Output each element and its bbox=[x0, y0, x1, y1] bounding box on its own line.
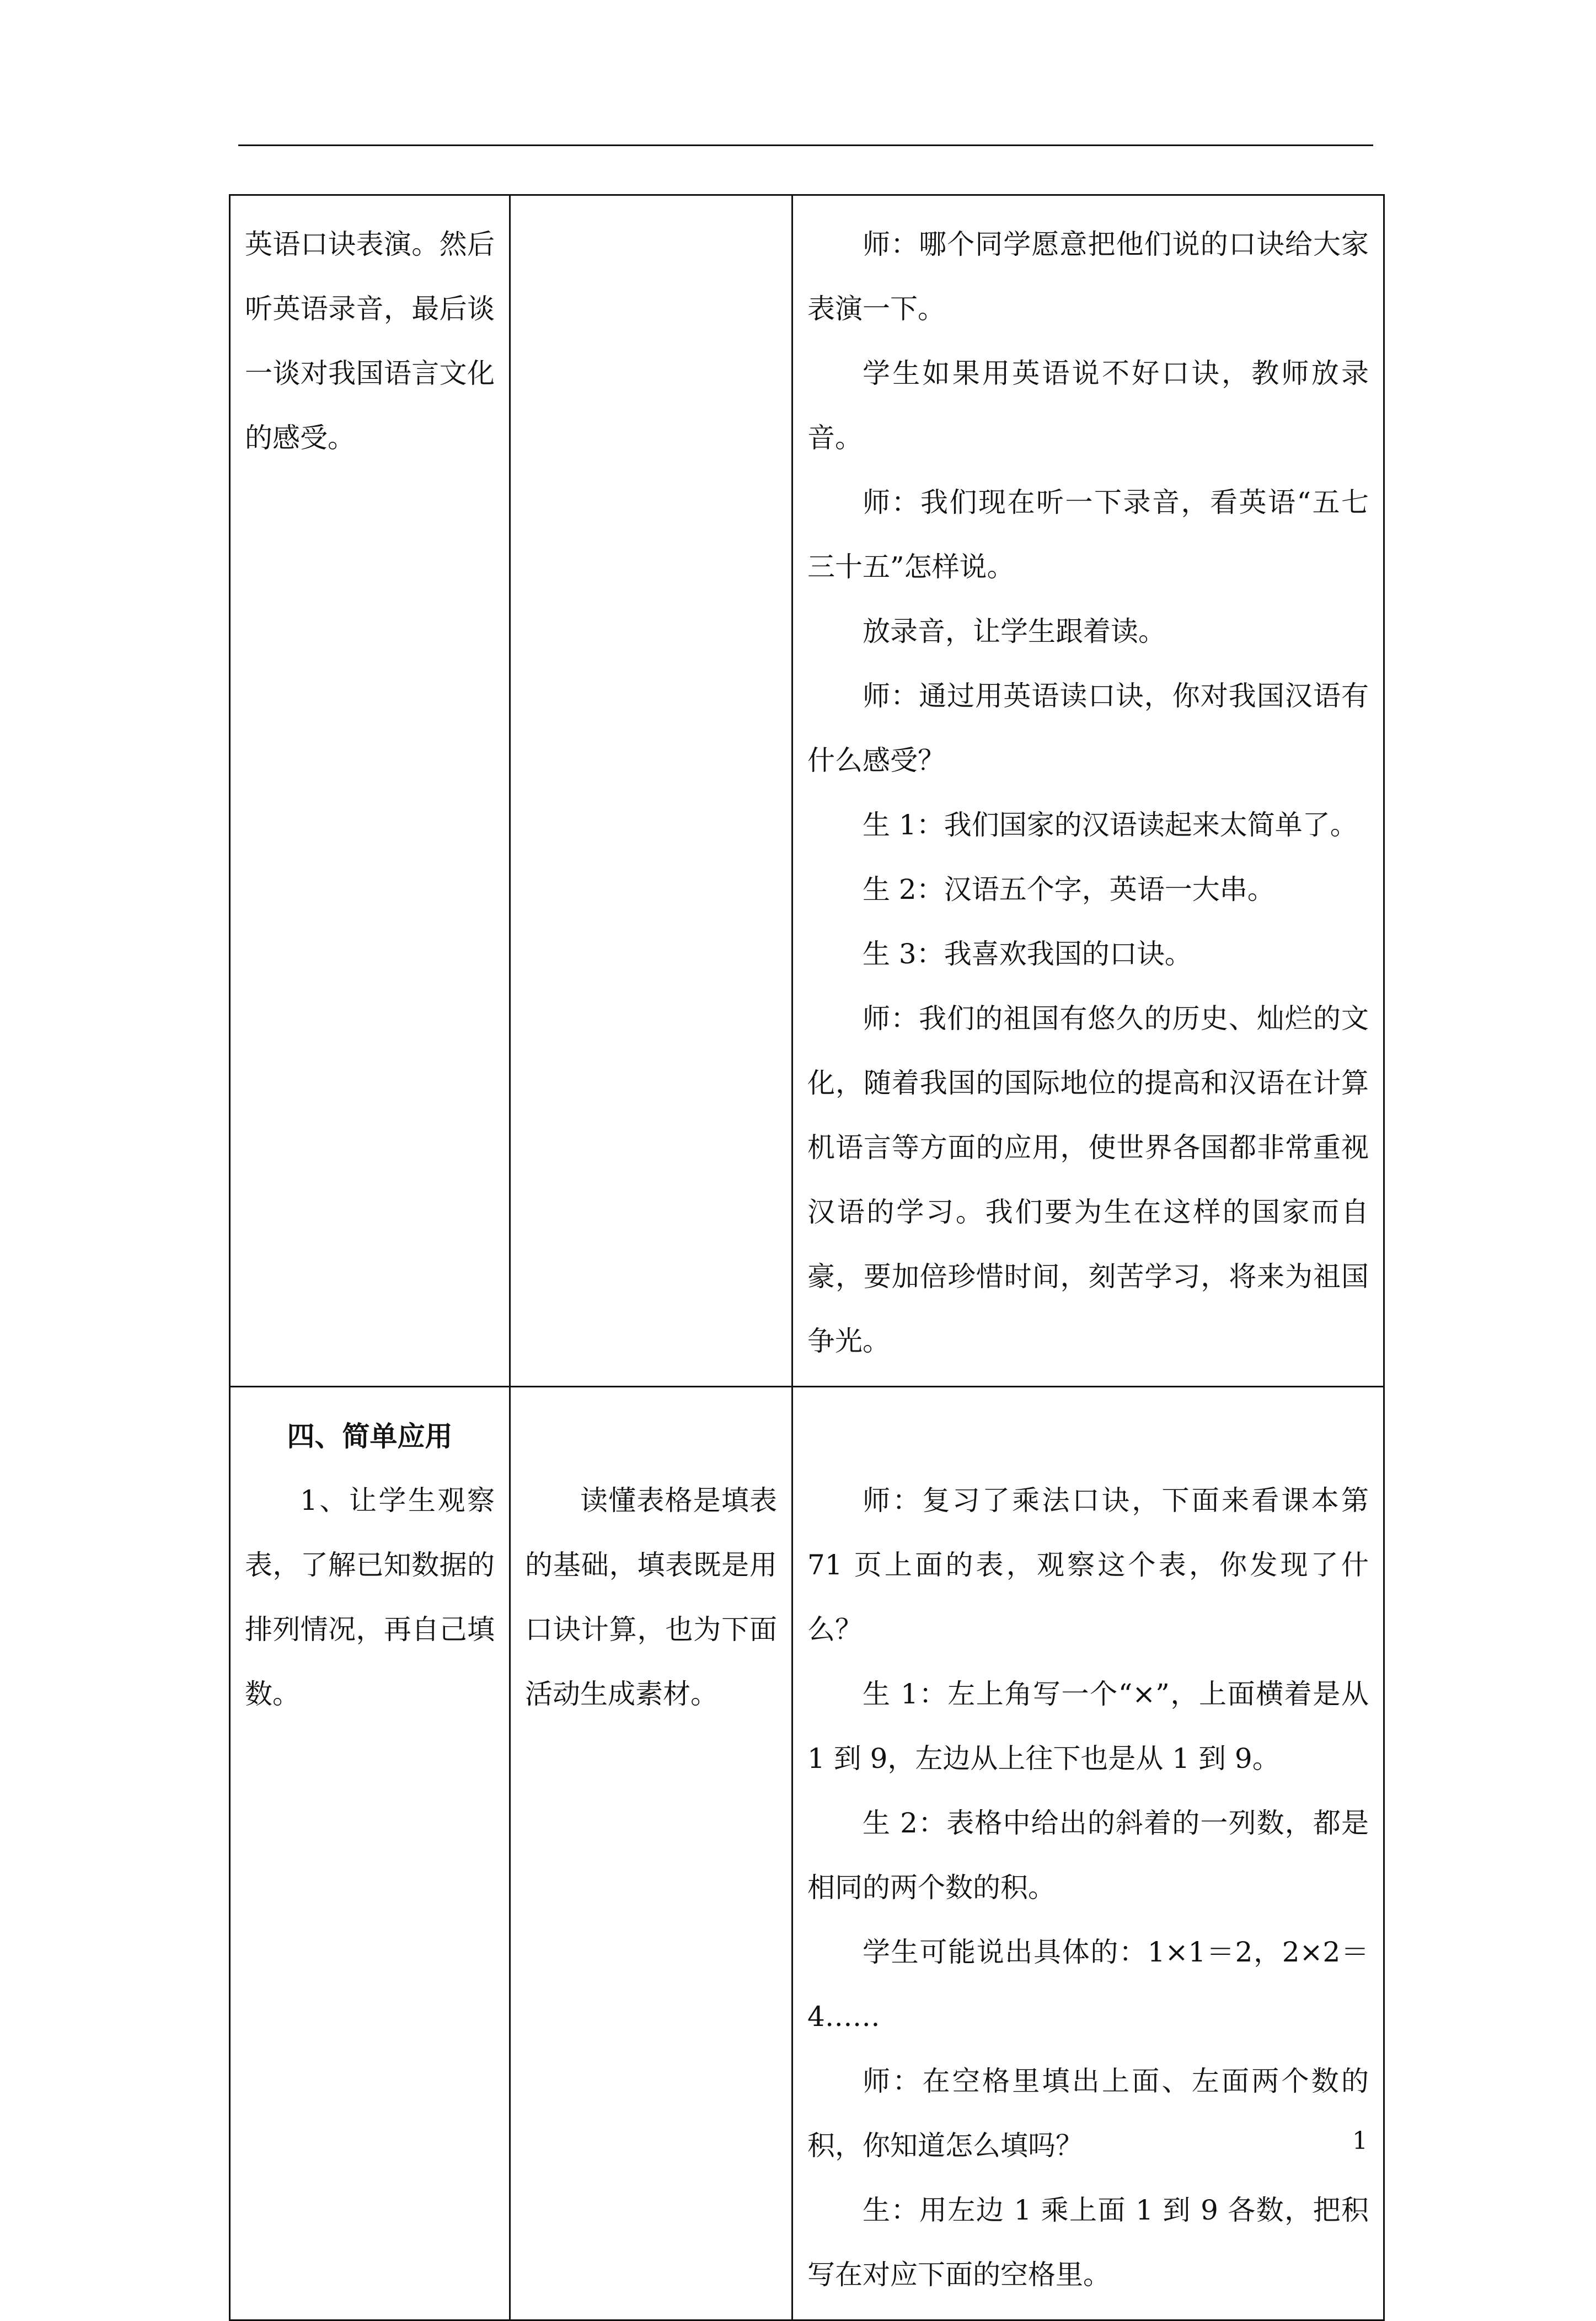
activity-cell bbox=[230, 195, 510, 1387]
intent-text: 读懂表格是填表的基础，填表既是用口诀计算，也为下面活动生成素材。 bbox=[525, 1484, 777, 1710]
header-rule bbox=[238, 144, 1373, 146]
section-heading: 四、简单应用 bbox=[287, 1420, 453, 1452]
table-row bbox=[230, 1387, 1384, 2320]
dialogue-line: 生 1：我们国家的汉语读起来太简单了。 bbox=[863, 809, 1358, 841]
lesson-plan-table bbox=[229, 194, 1385, 2321]
activity-text: 1、让学生观察表，了解已知数据的排列情况，再自己填数。 bbox=[245, 1484, 495, 1710]
dialogue-line: 师：通过用英语读口诀，你对我国汉语有什么感受？ bbox=[807, 680, 1369, 776]
intent-cell bbox=[510, 1387, 792, 2320]
activity-cell bbox=[230, 1387, 510, 2320]
activity-text: 英语口诀表演。然后听英语录音，最后谈一谈对我国语言文化的感受。 bbox=[245, 228, 495, 454]
dialogue-line: 生 2：汉语五个字，英语一大串。 bbox=[863, 873, 1275, 905]
process-cell bbox=[792, 195, 1384, 1387]
dialogue-line: 师：哪个同学愿意把他们说的口诀给大家表演一下。 bbox=[807, 228, 1369, 325]
dialogue-line: 生 1：左上角写一个“×”，上面横着是从 1 到 9，左边从上往下也是从 1 到 9。 bbox=[807, 1678, 1369, 1775]
dialogue-line: 生 3：我喜欢我国的口诀。 bbox=[863, 938, 1192, 970]
dialogue-line: 放录音，让学生跟着读。 bbox=[863, 615, 1166, 647]
intent-cell bbox=[510, 195, 792, 1387]
dialogue-line: 师：在空格里填出上面、左面两个数的积，你知道怎么填吗？ bbox=[807, 2065, 1369, 2162]
dialogue-line: 生：用左边 1 乘上面 1 到 9 各数，把积写在对应下面的空格里。 bbox=[807, 2194, 1369, 2291]
table-row bbox=[230, 195, 1384, 1387]
process-cell bbox=[792, 1387, 1384, 2320]
dialogue-line: 师：我们现在听一下录音，看英语“五七三十五”怎样说。 bbox=[807, 486, 1369, 583]
dialogue-line: 师：我们的祖国有悠久的历史、灿烂的文化，随着我国的国际地位的提高和汉语在计算机语言等方面的应用，使世界各国都非常重视汉语的学习。我们要为生在这样的国家而自豪，要加倍珍惜时间，刻苦学习，将来为祖国争光。 bbox=[807, 1003, 1369, 1357]
page-number: 1 bbox=[1352, 2127, 1368, 2155]
dialogue-line: 师：复习了乘法口诀，下面来看课本第 71 页上面的表，观察这个表，你发现了什么？ bbox=[807, 1484, 1369, 1645]
dialogue-line: 学生可能说出具体的：1×1＝2，2×2＝4…… bbox=[807, 1936, 1369, 2033]
dialogue-line: 生 2：表格中给出的斜着的一列数，都是相同的两个数的积。 bbox=[807, 1807, 1369, 1904]
dialogue-line: 学生如果用英语说不好口诀，教师放录音。 bbox=[807, 357, 1369, 454]
